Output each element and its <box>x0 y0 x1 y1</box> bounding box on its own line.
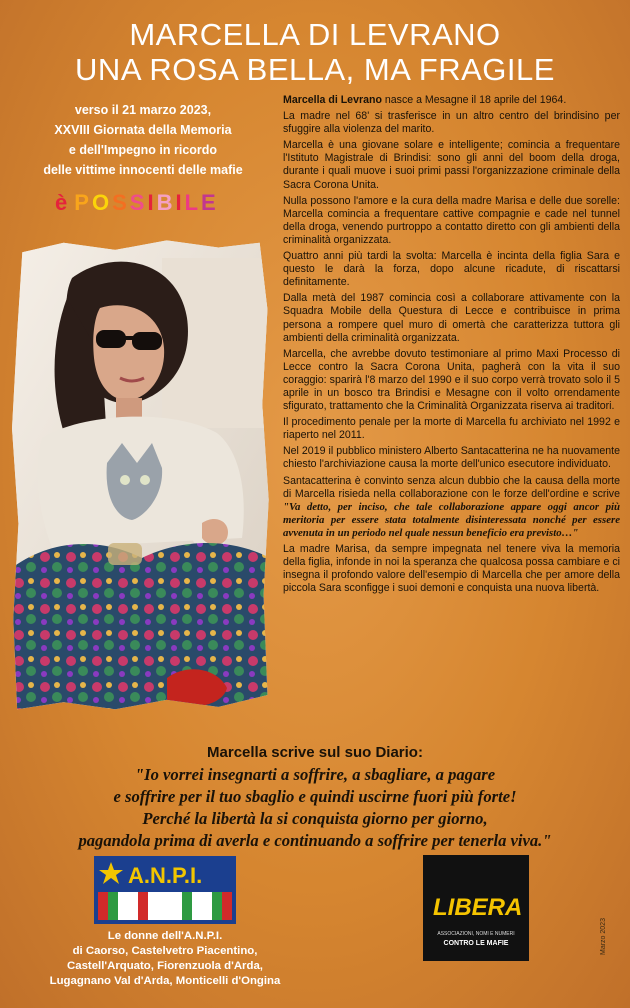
diary-quote <box>40 764 590 852</box>
slogan-letter: è <box>55 190 71 215</box>
anpi-line: Castell'Arquato, Fiorenzuola d'Arda, <box>67 960 263 972</box>
slogan-letter: E <box>201 190 219 215</box>
libera-logo <box>423 855 529 961</box>
slogan-letter: P <box>74 190 92 215</box>
diary-line: pagandola prima di averla e continuando a soffrire per tenerla viva." <box>78 831 552 850</box>
libera-tagline-2: CONTRO LE MAFIE <box>443 940 509 947</box>
slogan-possibile <box>55 190 219 216</box>
slogan-letter: O <box>91 190 113 215</box>
slogan-letter: I <box>147 190 157 215</box>
story-paragraph: Nel 2019 il pubblico ministero Alberto Santacatterina ne ha nuovamente chiesto l'archiviazione causa la morte dell'unico esecutore individuato. <box>283 445 620 471</box>
libera-logo-text: LIBERA <box>433 894 523 921</box>
story-paragraph: La madre Marisa, da sempre impegnata nel tenere viva la memoria della figlia, infonde in noi la speranza che qualcosa possa cambiare e ci insegna il profondo valore dell'esempio di Marcella che per amore della piccola Sara sconfigge i suoi demoni e conquista una nuova libertà. <box>283 543 620 595</box>
anpi-logo-text: A.N.P.I. <box>128 863 203 888</box>
story-paragraph: Nulla possono l'amore e la cura della madre Marisa e delle due sorelle: Marcella comincia a frequentare cattive compagnie e cade nel tunnel della droga, venendo purtroppo a contatto diretto con gli ambienti della criminalità organizzata. <box>283 194 620 246</box>
slogan-letter: S <box>129 190 148 215</box>
story-paragraph: Quattro anni più tardi la svolta: Marcella è incinta della figlia Sara e questo le darà la forza, dopo alcune ricadute, di riscattarsi definitamente. <box>283 250 620 289</box>
prosecutor-quote: "Va detto, per inciso, che tale collaborazione appare oggi ancor più meritoria per essere stata totalmente disinteressata nonché per essere avvenuta in un periodo nel quale nessun beneficio era previsto…" <box>283 500 620 539</box>
slogan-letter: I <box>175 190 185 215</box>
story-paragraph: Dalla metà del 1987 comincia così a collaborare attivamente con la Squadra Mobile della Questura di Lecce e contribuisce in prima persona a rompere quel muro di omertà che caratterizza tuttora gli ambienti della criminalità organizzata. <box>283 292 620 344</box>
date-note: Marzo 2023 <box>600 918 607 955</box>
diary-heading: Marcella scrive sul suo Diario: <box>207 744 423 761</box>
anpi-line: di Caorso, Castelvetro Piacentino, <box>72 945 258 957</box>
story-paragraph <box>283 94 620 107</box>
story-text-span: nasce a Mesagne il 18 aprile del 1964. <box>381 94 567 106</box>
slogan-letter: B <box>156 190 176 215</box>
slogan-letter: S <box>112 190 130 215</box>
story-paragraph: Marcella è una giovane solare e intelligente; comincia a frequentare l'Istituto Magistrale di Brindisi: sono gli anni del boom della droga, durante i quali muove i suoi primi passi l'organizzazione criminale della Sacra Corona Unita. <box>283 139 620 191</box>
story-name: Marcella di Levrano <box>283 94 382 106</box>
anpi-line: Le donne dell'A.N.P.I. <box>107 930 223 942</box>
libera-tagline-1: ASSOCIAZIONI, NOMI E NUMERI <box>437 931 515 937</box>
diary-line: e soffrire per il tuo sbaglio e quindi uscirne fuori più forte! <box>113 787 517 806</box>
intro-line: verso il 21 marzo 2023, <box>74 103 212 117</box>
story-paragraph: Il procedimento penale per la morte di Marcella fu archiviato nel 1992 e riaperto nel 2011. <box>283 416 620 442</box>
intro-text <box>14 100 272 180</box>
story-text <box>283 94 620 598</box>
diary-line: "Io vorrei insegnarti a soffrire, a sbagliare, a pagare <box>134 765 496 784</box>
intro-line: delle vittime innocenti delle mafie <box>43 163 243 177</box>
intro-line: XXVIII Giornata della Memoria <box>54 123 232 137</box>
anpi-line: Lugagnano Val d'Arda, Monticelli d'Ongina <box>49 975 281 987</box>
slogan-letter: L <box>184 190 202 215</box>
anpi-credits <box>20 929 310 989</box>
title-line-1: MARCELLA DI LEVRANO <box>129 17 501 52</box>
anpi-logo <box>94 856 236 924</box>
story-text-span: Santacatterina è convinto senza alcun dubbio che la causa della morte di Marcella risieda nella collaborazione con le forze dell'ordine e scrive <box>283 474 620 500</box>
diary-line: Perché la libertà la si conquista giorno per giorno, <box>142 809 488 828</box>
story-paragraph: Marcella, che avrebbe dovuto testimoniare al primo Maxi Processo di Lecce contro la Sacra Corona Unita, pagherà con la vita il suo coraggio: sparirà l'8 marzo del 1990 e il suo corpo verrà trovato solo il 5 aprile in un bosco tra Brindisi e Mesagne con il volto orrendamente sfigurato, trattamento che la Criminalità Organizzata riserva ai traditori. <box>283 347 620 413</box>
title-line-2: UNA ROSA BELLA, MA FRAGILE <box>75 52 555 87</box>
story-paragraph <box>283 475 620 540</box>
portrait-photo <box>12 238 270 714</box>
intro-line: e dell'Impegno in ricordo <box>68 143 218 157</box>
story-paragraph: La madre nel 68' si trasferisce in un altro centro del brindisino per sfuggire alla violenza del marito. <box>283 110 620 136</box>
